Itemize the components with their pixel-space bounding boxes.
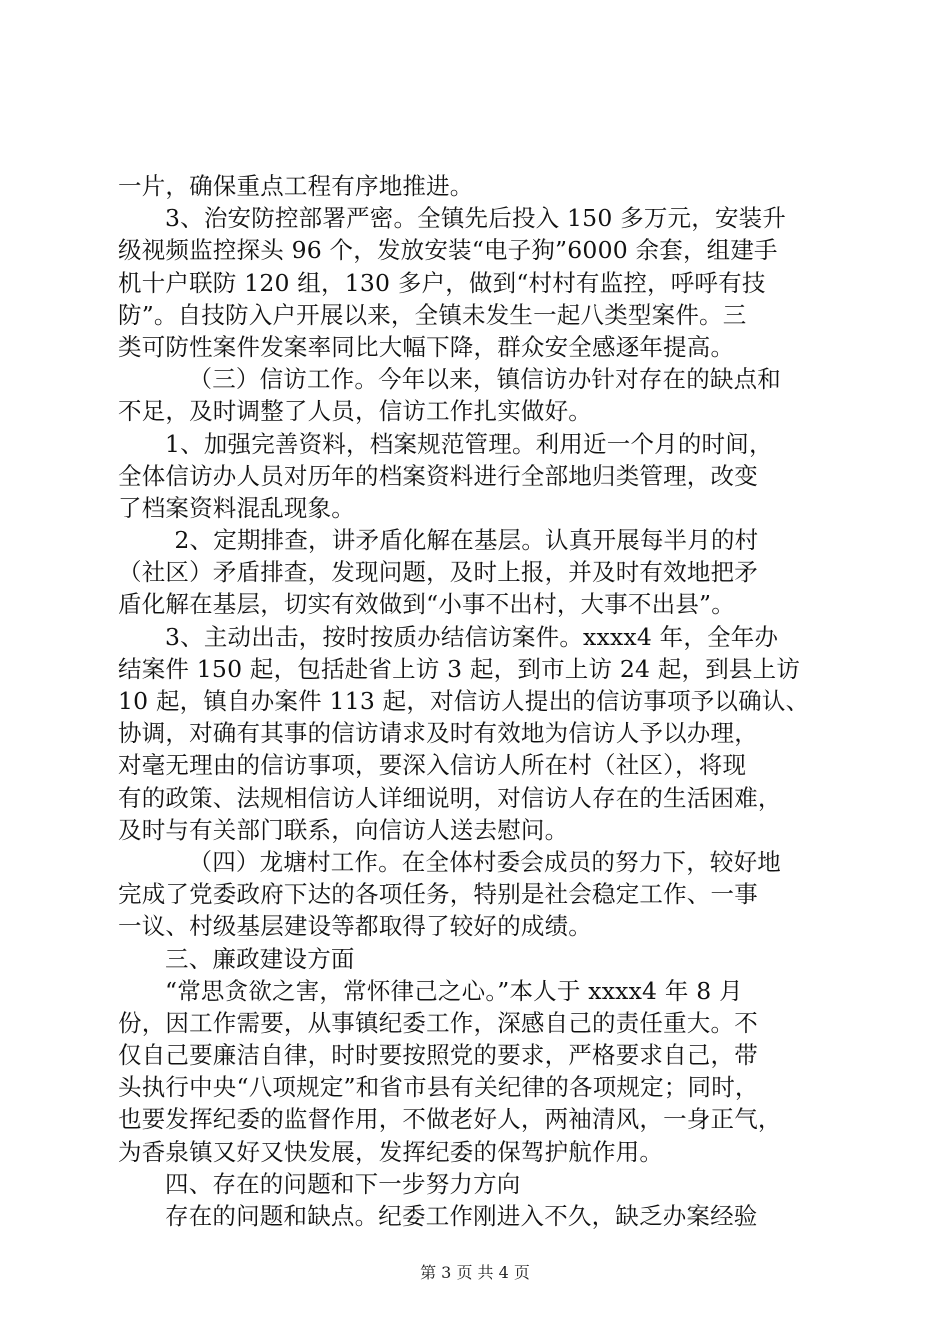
page-number-footer: 第 3 页 共 4 页 [420,1263,530,1282]
text-line: 完成了党委政府下达的各项任务，特别是社会稳定工作、一事 [118,880,758,909]
text-line: （社区）矛盾排查，发现问题，及时上报，并及时有效地把矛 [118,558,758,587]
text-line: 1、加强完善资料，档案规范管理。利用近一个月的时间， [165,429,773,458]
text-line: 级视频监控探头 96 个，发放安装“电子狗”6000 余套，组建手 [118,236,778,265]
text-line: 类可防性案件发案率同比大幅下降，群众安全感逐年提高。 [118,332,735,361]
text-line: 对毫无理由的信访事项，要深入信访人所在村（社区），将现 [118,751,747,780]
text-line: 为香泉镇又好又快发展，发挥纪委的保驾护航作用。 [118,1137,664,1166]
text-line: 也要发挥纪委的监督作用，不做老好人，两袖清风，一身正气， [118,1105,782,1134]
text-line: 三、廉政建设方面 [165,944,355,973]
text-line: 3、主动出击，按时按质办结信访案件。xxxx4 年，全年办 [165,622,779,651]
text-line: 盾化解在基层，切实有效做到“小事不出村，大事不出县”。 [118,590,735,619]
text-line: 10 起，镇自办案件 113 起，对信访人提出的信访事项予以确认、 [118,687,810,715]
text-line: 了档案资料混乱现象。 [118,493,355,522]
text-line: （四）龙塘村工作。在全体村委会成员的努力下，较好地 [188,847,781,876]
text-line: 机十户联防 120 组，130 多户，做到“村村有监控，呼呼有技 [118,268,766,297]
document-body [118,170,858,1232]
text-line: 一片，确保重点工程有序地推进。 [118,172,474,200]
text-line: 头执行中央“八项规定”和省市县有关纪律的各项规定；同时， [118,1073,759,1102]
text-line: 份，因工作需要，从事镇纪委工作，深感自己的责任重大。不 [118,1008,758,1037]
text-line: 结案件 150 起，包括赴省上访 3 起，到市上访 24 起，到县上访 [118,654,801,683]
text-line: （三）信访工作。今年以来，镇信访办针对存在的缺点和 [188,365,781,394]
text-line: 及时与有关部门联系，向信访人送去慰问。 [118,815,569,844]
text-line: 协调，对确有其事的信访请求及时有效地为信访人予以办理， [118,719,758,748]
text-line: 2、定期排查，讲矛盾化解在基层。认真开展每半月的村 [174,526,759,555]
text-line: 防”。自技防入户开展以来，全镇未发生一起八类型案件。三 [118,300,747,329]
text-line: 一议、村级基层建设等都取得了较好的成绩。 [118,912,592,941]
text-line: 仅自己要廉洁自律，时时要按照党的要求，严格要求自己，带 [118,1041,758,1070]
text-line: 四、存在的问题和下一步努力方向 [165,1169,521,1198]
text-line: 存在的问题和缺点。纪委工作刚进入不久，缺乏办案经验 [165,1202,758,1230]
text-line: 全体信访办人员对历年的档案资料进行全部地归类管理，改变 [118,461,758,490]
text-line: 3、治安防控部署严密。全镇先后投入 150 多万元，安装升 [165,204,787,233]
text-line: “常思贪欲之害，常怀律己之心。”本人于 xxxx4 年 8 月 [165,976,743,1005]
text-line: 不足，及时调整了人员，信访工作扎实做好。 [118,397,592,426]
text-line: 有的政策、法规相信访人详细说明，对信访人存在的生活困难， [118,783,782,812]
